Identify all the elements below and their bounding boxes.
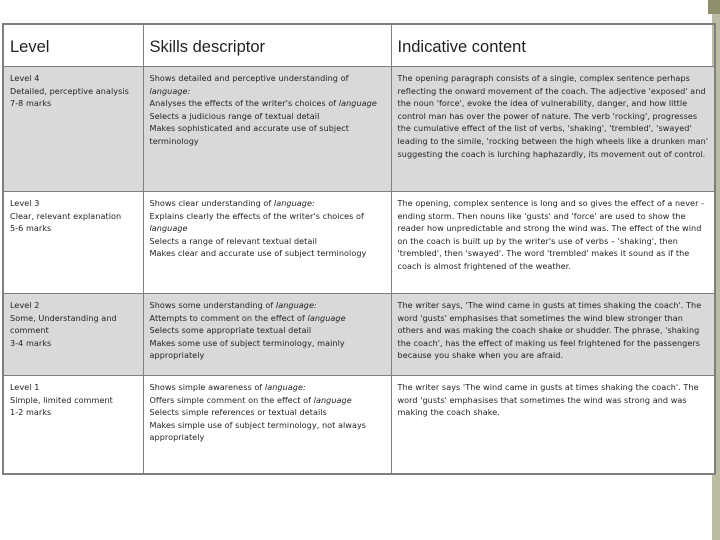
level-label: Clear, relevant explanation [10, 210, 122, 221]
level-marks: 3-4 marks [10, 337, 52, 348]
rubric-table-container [2, 23, 714, 475]
table-row-level-1 [3, 376, 715, 475]
level-label: Simple, limited comment [10, 394, 113, 405]
skills-line-1: Shows detailed and perceptive understanding of language: [149, 73, 349, 96]
mark-scheme-table [2, 23, 716, 475]
skills-cell [143, 192, 391, 294]
skills-line-2: Analyses the effects of the writer's choices of language [149, 98, 377, 109]
skills-line-4: Makes simple use of subject terminology, not always appropriately [149, 419, 367, 443]
skills-line-4: Makes some use of subject terminology, mainly appropriately [149, 337, 345, 361]
level-marks: 5-6 marks [10, 223, 52, 234]
level-marks: 7-8 marks [10, 98, 52, 109]
skills-line-1: Shows some understanding of language: [149, 300, 317, 310]
header-row [3, 24, 715, 67]
skills-cell [143, 67, 391, 192]
skills-line-1: Shows simple awareness of language: [149, 382, 306, 392]
header-indicative-content: Indicative content [391, 24, 715, 67]
indicative-content-cell: The opening, complex sentence is long and so gives the effect of a never -ending storm. Then nouns like 'gusts' and 'force' are used to show the reader how unpredictable and strong the wind was. The effect of the wind on the coach is built up by the writer's use of verbs – 'shaking', then 'trembled', then 'swayed'. The word 'trembled' makes it sound as if the coach is almost frightened of the weather. [391, 192, 715, 294]
header-skills-descriptor: Skills descriptor [143, 24, 391, 67]
table-row-level-4 [3, 67, 715, 192]
level-label: Detailed, perceptive analysis [10, 85, 129, 96]
level-cell [3, 67, 143, 192]
skills-line-4: Makes clear and accurate use of subject terminology [149, 248, 367, 259]
level-label: Some, Understanding and comment [10, 312, 117, 336]
skills-line-2: Explains clearly the effects of the writer's choices of language [149, 210, 364, 234]
skills-line-3: Selects a range of relevant textual detail [149, 235, 317, 246]
level-name: Level 4 [10, 73, 40, 83]
skills-line-3: Selects simple references or textual details [149, 407, 327, 418]
level-name: Level 2 [10, 300, 40, 310]
indicative-content-cell: The writer says, 'The wind came in gusts at times shaking the coach'. The word 'gusts' emphasises that sometimes the wind blew stronger than others and was making the coach shake or shudder. The phrase, 'shaking the coach', has the effect of making us feel frightened for the passengers because you shake when you are afraid. [391, 294, 715, 376]
table-row-level-2 [3, 294, 715, 376]
level-name: Level 1 [10, 382, 40, 392]
table-row-level-3 [3, 192, 715, 294]
level-cell [3, 294, 143, 376]
header-level: Level [3, 24, 143, 67]
skills-line-2: Offers simple comment on the effect of language [149, 394, 352, 405]
indicative-content-cell: The opening paragraph consists of a single, complex sentence perhaps reflecting the onward movement of the coach. The adjective 'exposed' and the noun 'force', evoke the idea of vulnerability, danger, and how little control man has over the power of nature. The verb 'rocking', progresses the cumulative effect of the list of verbs, 'shaking', 'trembled', 'swayed' leading to the simile, 'rocking between the high wheels like a drunken man' suggesting the coach is lurching haphazardly, its movement out of control. [391, 67, 715, 192]
level-name: Level 3 [10, 198, 40, 208]
skills-line-1: Shows clear understanding of language: [149, 198, 315, 208]
side-decor-corner [708, 0, 720, 14]
level-cell [3, 192, 143, 294]
skills-line-2: Attempts to comment on the effect of language [149, 312, 346, 323]
skills-line-3: Selects some appropriate textual detail [149, 325, 312, 336]
skills-line-4: Makes sophisticated and accurate use of subject terminology [149, 123, 349, 146]
skills-line-3: Selects a judicious range of textual detail [149, 110, 320, 121]
skills-cell [143, 294, 391, 376]
level-cell [3, 376, 143, 475]
level-marks: 1-2 marks [10, 407, 52, 418]
skills-cell [143, 376, 391, 475]
indicative-content-cell: The writer says 'The wind came in gusts at times shaking the coach'. The word 'gusts' emphasises that sometimes the wind was strong and was making the coach shake. [391, 376, 715, 475]
